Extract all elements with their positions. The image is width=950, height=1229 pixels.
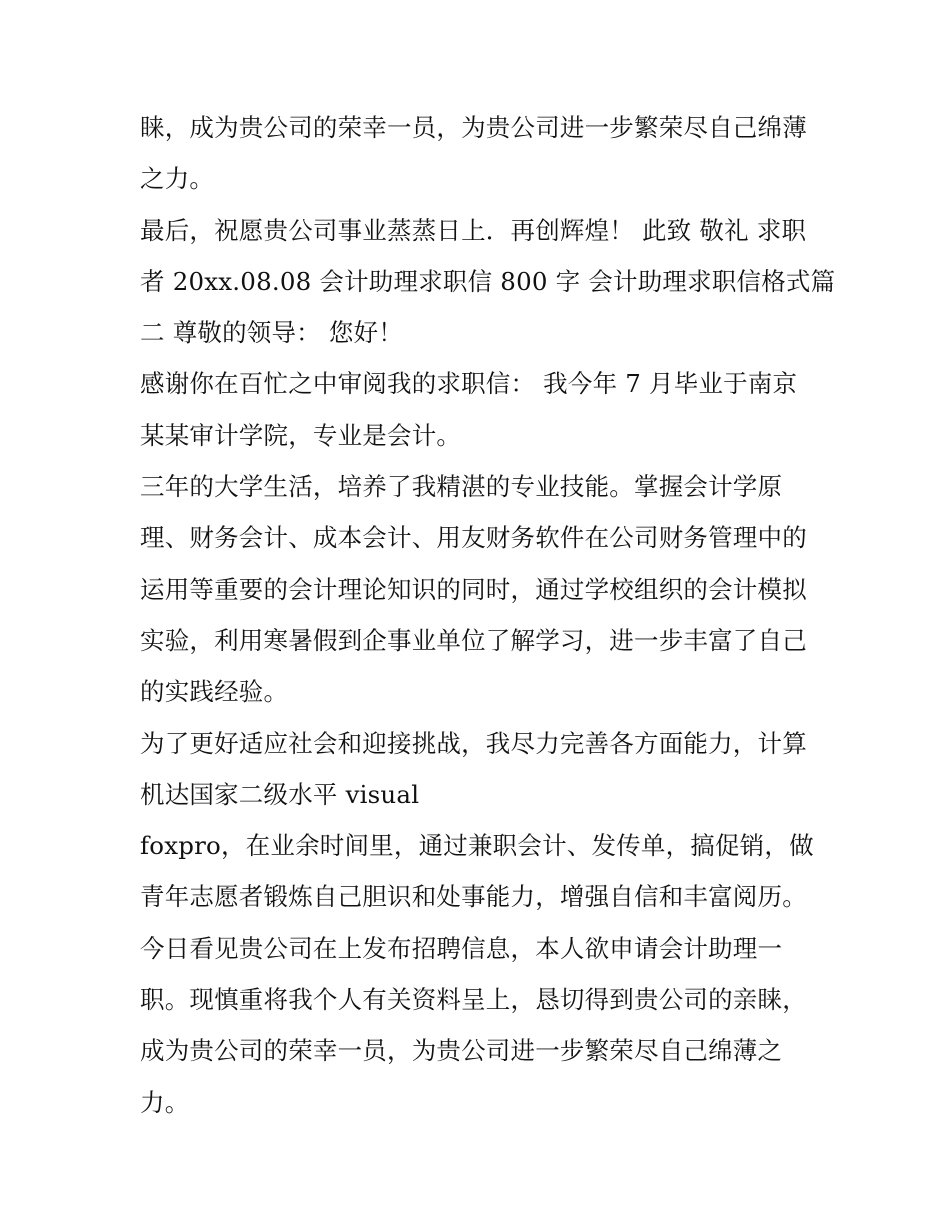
text-line: 今日看见贵公司在上发布招聘信息，本人欲申请会计助理一 [140, 933, 783, 963]
text-line: 实验，利用寒暑假到企事业单位了解学习，进一步丰富了自己 [140, 625, 807, 655]
text-line: 运用等重要的会计理论知识的同时，通过学校组织的会计模拟 [140, 574, 807, 604]
text-line: 某某审计学院，专业是会计。 [140, 420, 462, 450]
text-line: 睐，成为贵公司的荣幸一员，为贵公司进一步繁荣尽自己绵薄 [140, 113, 807, 142]
text-line: 机达国家二级水平 visual [140, 779, 420, 809]
text-line: 者 20xx.08.08 会计助理求职信 800 字 会计助理求职信格式篇 [140, 266, 836, 296]
text-line: 之力。 [140, 164, 215, 194]
text-line: 二 尊敬的领导： 您好！ [140, 318, 403, 348]
text-line: foxpro，在业余时间里，通过兼职会计、发传单，搞促销，做 [140, 831, 814, 861]
text-line: 的实践经验。 [140, 677, 289, 707]
text-line: 理、财务会计、成本会计、用友财务软件在公司财务管理中的 [140, 523, 807, 553]
document-body [140, 106, 836, 1132]
text-line: 三年的大学生活，培养了我精湛的专业技能。掌握会计学原 [140, 472, 783, 502]
text-line: 职。现慎重将我个人有关资料呈上，恳切得到贵公司的亲睐， [140, 985, 807, 1015]
text-line: 最后，祝愿贵公司事业蒸蒸日上．再创辉煌！ 此致 敬礼 求职 [140, 215, 807, 245]
text-line: 感谢你在百忙之中审阅我的求职信： 我今年 7 月毕业于南京 [140, 369, 798, 399]
text-line: 青年志愿者锻炼自己胆识和处事能力，增强自信和丰富阅历。 [140, 882, 807, 912]
text-line: 成为贵公司的荣幸一员，为贵公司进一步繁荣尽自己绵薄之 [140, 1036, 783, 1066]
text-line: 力。 [140, 1087, 190, 1117]
text-line: 为了更好适应社会和迎接挑战，我尽力完善各方面能力，计算 [140, 728, 807, 758]
